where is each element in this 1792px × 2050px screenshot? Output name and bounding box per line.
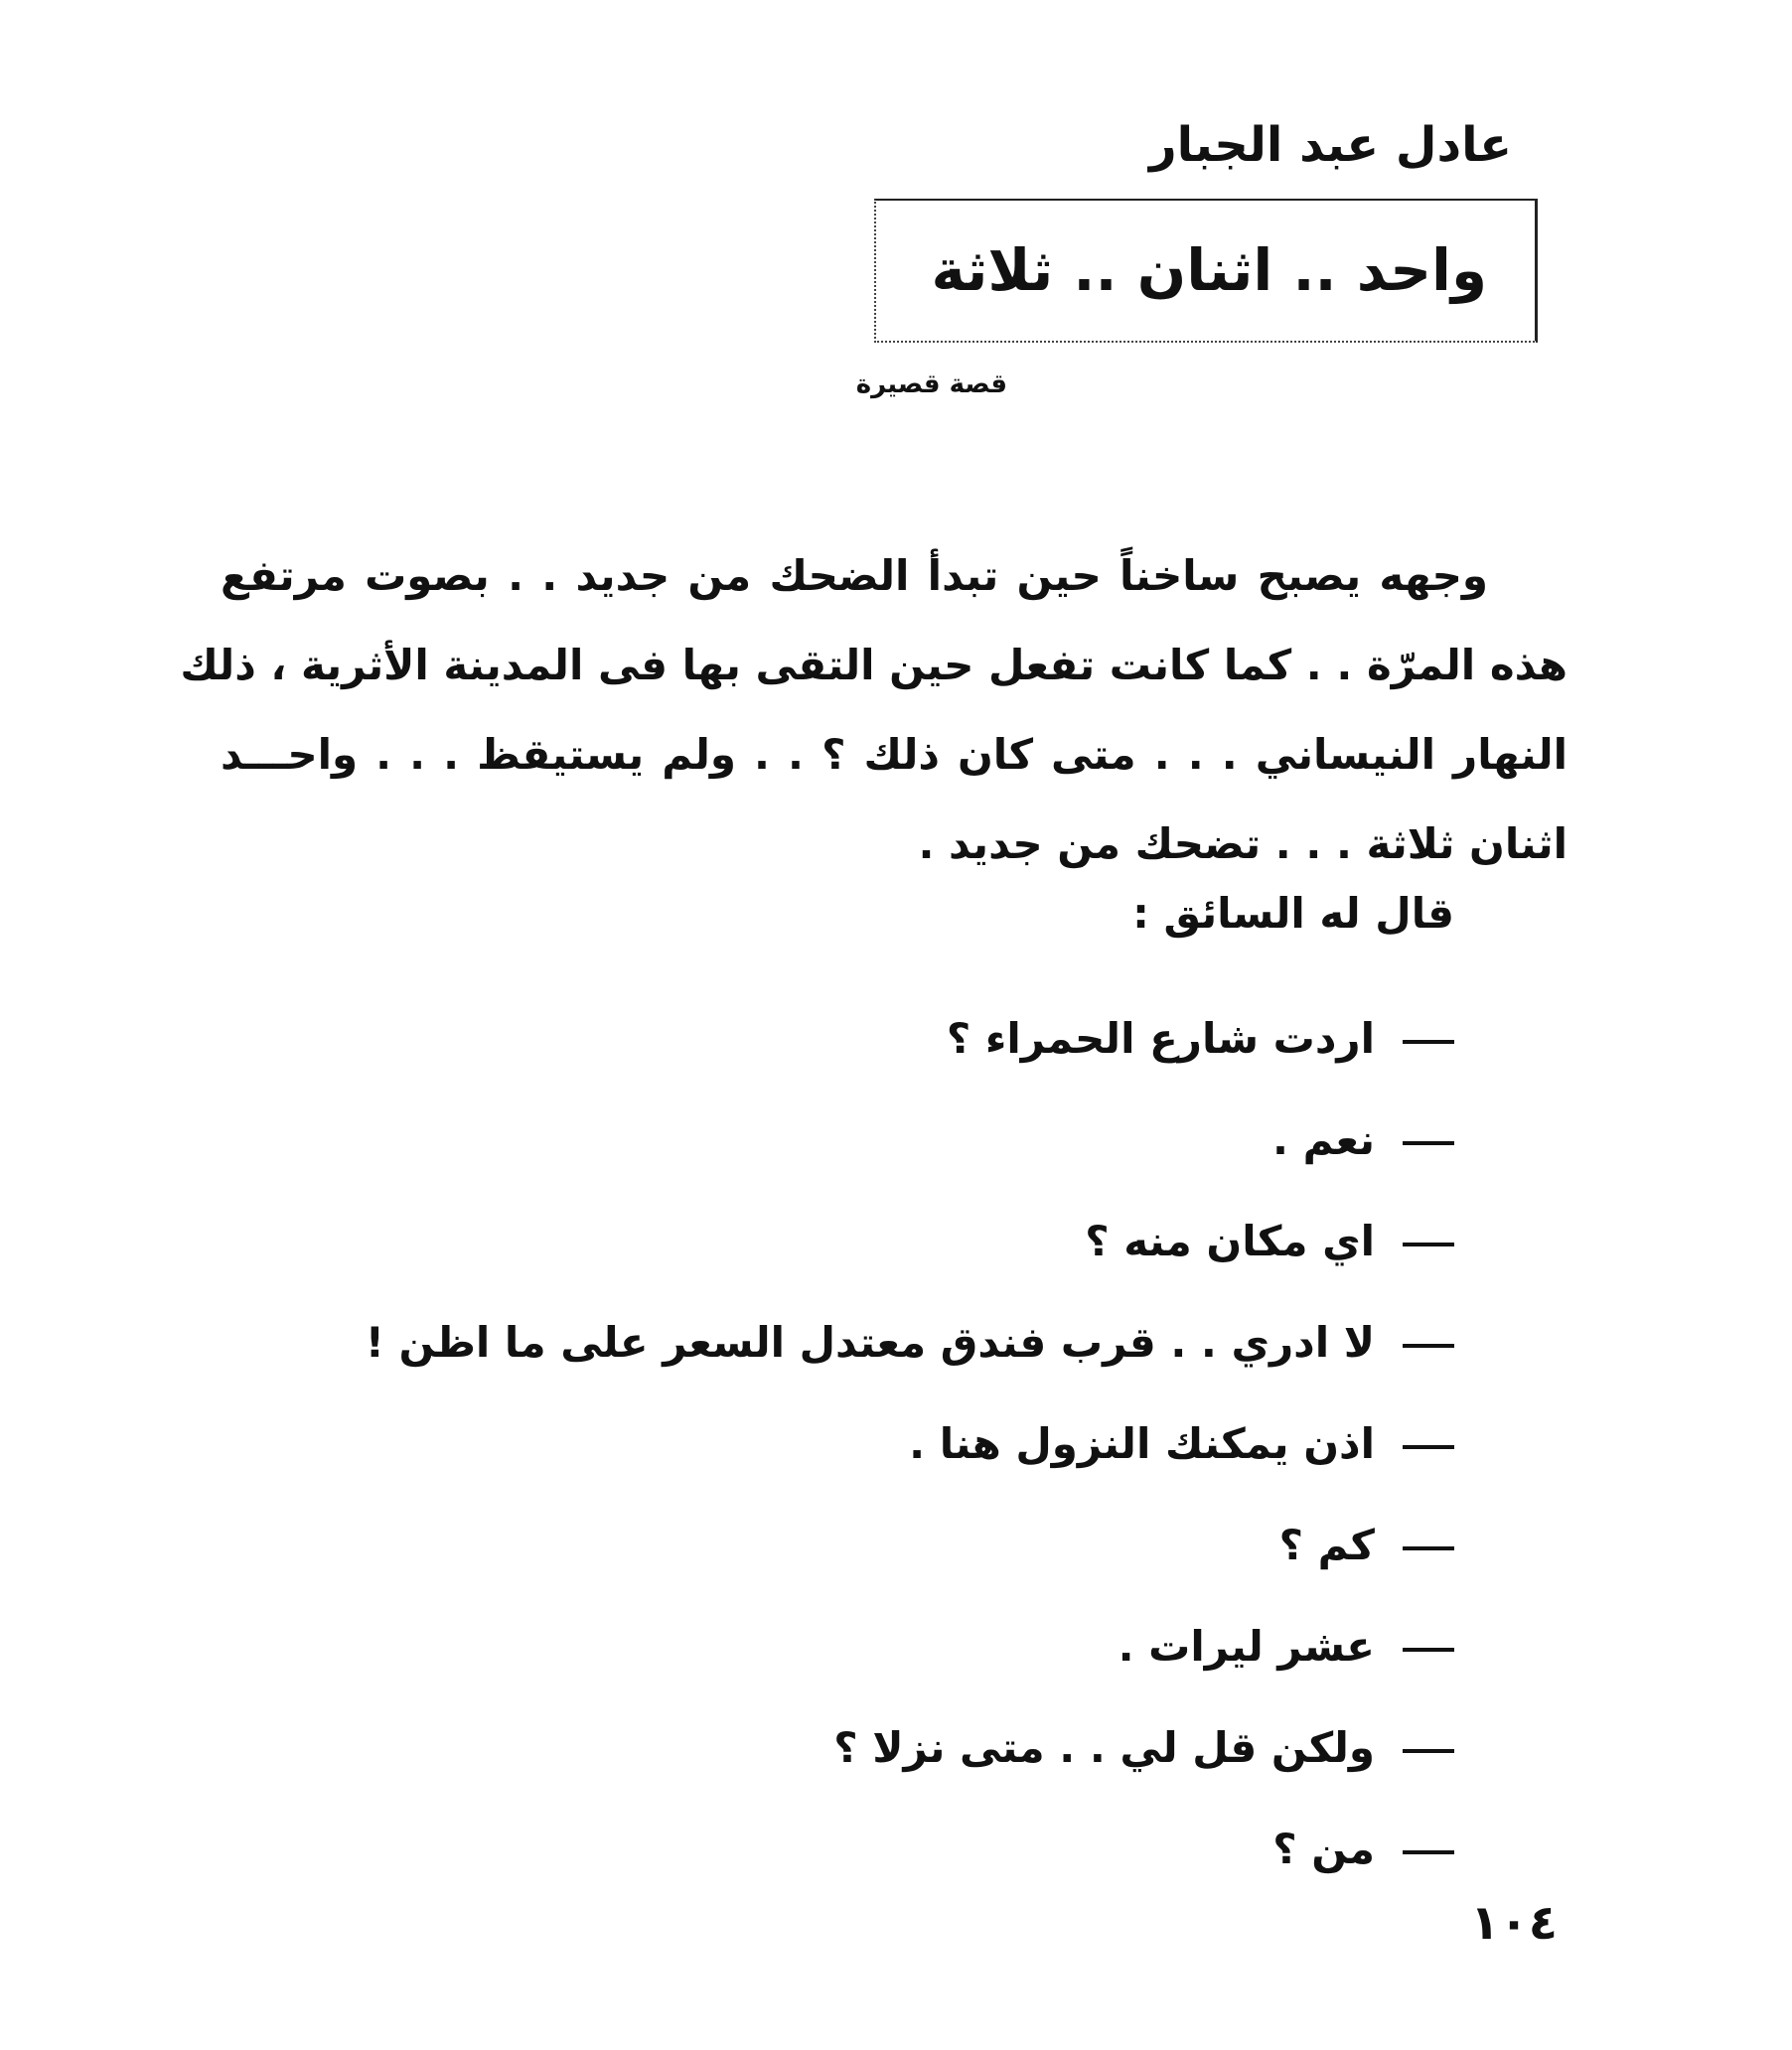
dialogue-text: لا ادري . . قرب فندق معتدل السعر على ما اظن ! [365,1318,1375,1367]
dialogue-text: ولكن قل لي . . متى نزلا ؟ [833,1723,1375,1772]
dialogue-dash [1403,1445,1454,1449]
story-title: واحد .. اثنان .. ثلاثة [931,236,1487,304]
opening-paragraph [180,531,1568,889]
dialogue-line [366,988,1454,1090]
dialogue-line [366,1292,1454,1393]
dialogue-text: عشر ليرات . [1118,1622,1375,1671]
dialogue-line [366,1393,1454,1495]
paragraph-line: اثنان ثلاثة . . . تضحك من جديد . [918,819,1568,868]
dialogue-dash [1403,1850,1454,1854]
dialogue-line [366,1090,1454,1191]
dialogue-dash [1403,1648,1454,1652]
dialogue-line [366,1495,1454,1596]
dialogue-line [366,1799,1454,1900]
dialogue-text: اي مكان منه ؟ [1085,1217,1375,1265]
speech-intro: قال له السائق : [1132,889,1454,938]
dialogue-text: اردت شارع الحمراء ؟ [946,1014,1375,1063]
dialogue-dash [1403,1243,1454,1246]
dialogue-dash [1403,1141,1454,1145]
title-frame [874,199,1538,343]
dialogue-dash [1403,1344,1454,1348]
dialogue-text: نعم . [1272,1115,1375,1164]
dialogue-dash [1403,1040,1454,1044]
page-number: ١٠٤ [1470,1895,1558,1951]
dialogue-line [366,1596,1454,1697]
story-genre-label: قصة قصيرة [855,369,1007,399]
paragraph-line: هذه المرّة . . كما كانت تفعل حين التقى بها فى المدينة الأثرية ، ذلك [180,641,1568,689]
dialogue-text: من ؟ [1272,1825,1375,1873]
dialogue-dash [1403,1749,1454,1753]
dialogue-line [366,1697,1454,1799]
dialogue-text: اذن يمكنك النزول هنا . [909,1419,1375,1468]
paragraph-line: النهار النيساني . . . متى كان ذلك ؟ . . ولم يستيقظ . . . واحـــد [221,730,1568,779]
paragraph-line: وجهه يصبح ساخناً حين تبدأ الضحك من جديد . . بصوت مرتفع [221,551,1488,600]
dialogue-text: كم ؟ [1278,1521,1375,1569]
dialogue-dash [1403,1546,1454,1550]
dialogue-list [366,988,1454,1900]
author-name: عادل عبد الجبار [1149,117,1512,173]
dialogue-line [366,1191,1454,1292]
